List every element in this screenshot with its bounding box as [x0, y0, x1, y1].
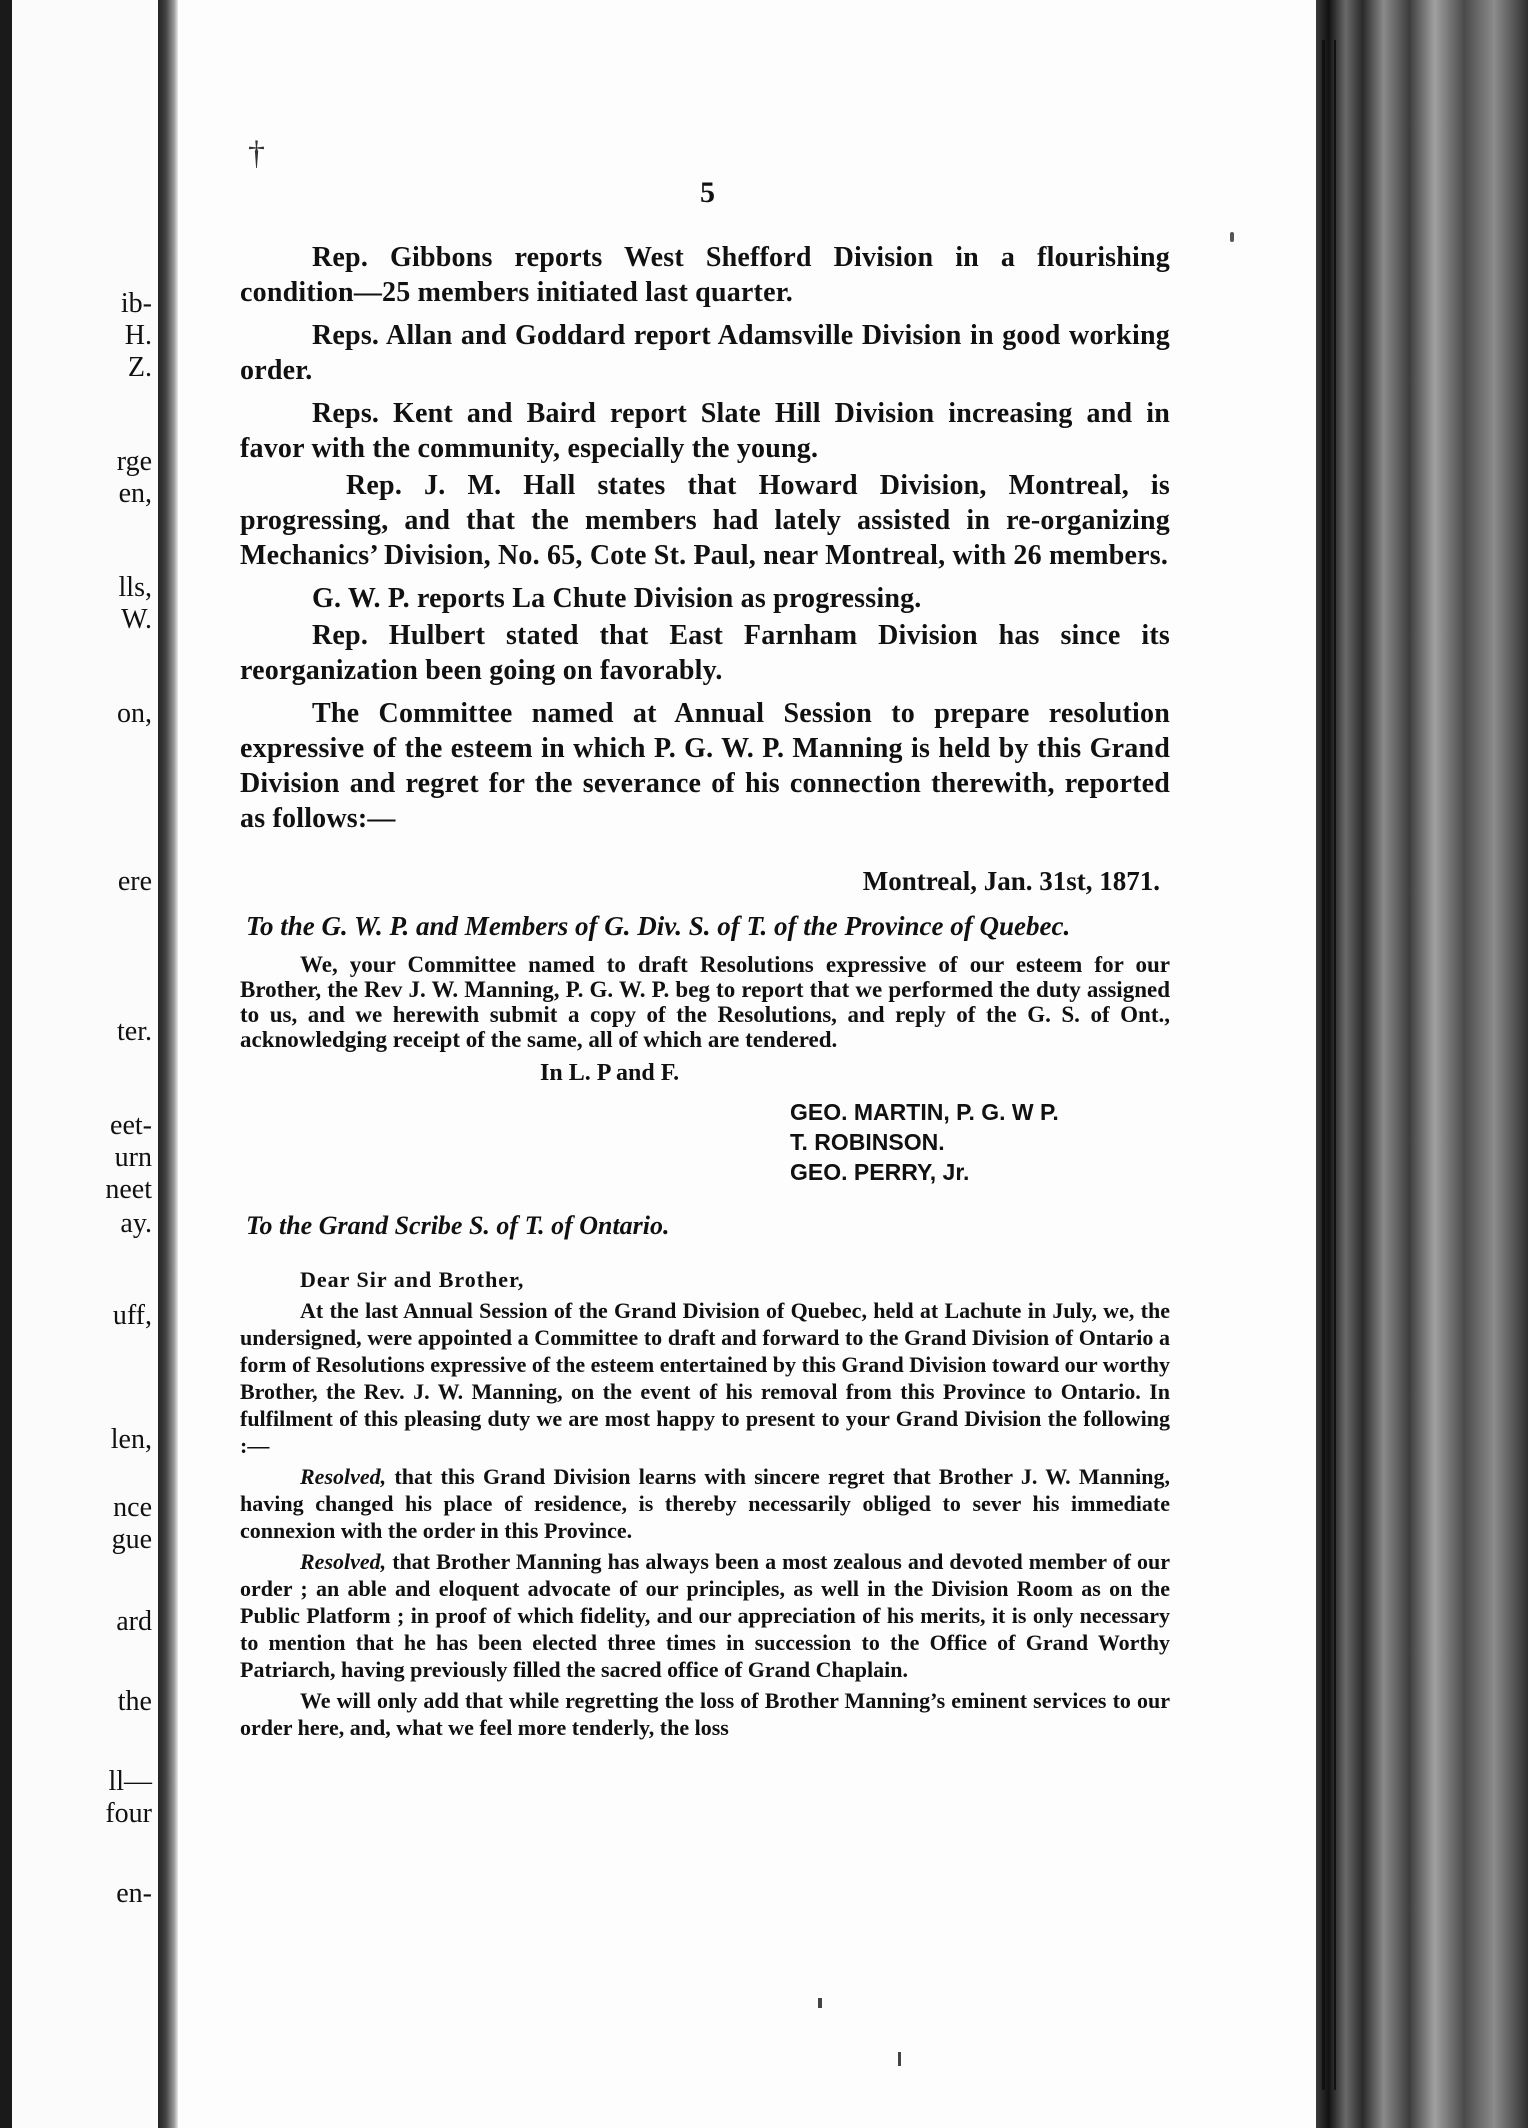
page-edge-line: [1322, 40, 1325, 2090]
facing-page: [12, 0, 158, 2128]
facing-page-fragment: gue: [111, 1524, 152, 1555]
page-number: 5: [700, 176, 715, 209]
resolution-text: that this Grand Division learns with sincere regret that Brother J. W. Manning, having changed his place of residence, is thereby necessarily obliged to sever his immediate connexion with the order in this Province.: [240, 1464, 1170, 1543]
facing-page-fragment: four: [105, 1798, 152, 1829]
facing-page-fragment: urn: [114, 1142, 152, 1173]
closing: In L. P and F.: [540, 1060, 680, 1086]
facing-page-fragment: nce: [113, 1492, 152, 1523]
facing-page-fragment: the: [117, 1686, 152, 1717]
resolution-text: that Brother Manning has always been a most zealous and devoted member of our order ; an able and eloquent advocate of our principles, as well in the Division Room as on the Public Platform ; in proof of which fidelity, and our appreciation of his merits, it is only necessary to mention that he has been elected three times in succession to the Office of Grand Worthy Patriarch, having previously filled the sacred office of Grand Chaplain.: [240, 1549, 1170, 1682]
facing-page-fragment: ib-: [120, 288, 152, 319]
signer: GEO. MARTIN, P. G. W P.: [790, 1099, 1059, 1125]
report-paragraph: G. W. P. reports La Chute Division as progressing.: [312, 583, 922, 614]
margin-mark: †: [248, 135, 265, 172]
report-paragraph: Rep. Gibbons reports West Shefford Division in a flourishing condition—25 members initiated last quarter.: [240, 242, 1170, 308]
facing-page-fragment: uff,: [112, 1300, 152, 1331]
letter-heading: To the Grand Scribe S. of T. of Ontario.: [246, 1211, 670, 1240]
facing-page-fragment: on,: [117, 698, 152, 729]
signer: GEO. PERRY, Jr.: [790, 1159, 970, 1185]
page-edge-right: [1316, 0, 1528, 2128]
facing-page-fragment: lls,: [118, 572, 152, 603]
report-paragraph: Rep. J. M. Hall states that Howard Division, Montreal, is progressing, and that the members had lately assisted in re-organizing Mechanics’ Division, No. 65, Cote St. Paul, near Montreal, with 26 members.: [240, 470, 1170, 571]
resolution: [240, 1548, 1170, 1683]
ink-speck: [898, 2052, 901, 2066]
facing-page-fragment: ay.: [120, 1208, 152, 1239]
page-edge-left: [0, 0, 12, 2128]
report-paragraph: Reps. Allan and Goddard report Adamsville Division in good working order.: [240, 320, 1170, 386]
facing-page-text: [24, 0, 152, 2128]
resolution-label: Resolved,: [300, 1464, 387, 1489]
dateline: Montreal, Jan. 31st, 1871.: [862, 866, 1160, 896]
facing-page-fragment: len,: [110, 1424, 152, 1455]
letter-paragraph: We will only add that while regretting the loss of Brother Manning’s eminent services to our order here, and, what we feel more tenderly, the loss: [240, 1688, 1170, 1740]
facing-page-fragment: en-: [116, 1878, 152, 1909]
facing-page-fragment: neet: [105, 1174, 152, 1205]
committee-report: We, your Committee named to draft Resolutions expressive of our esteem for our Brother, the Rev J. W. Manning, P. G. W. P. beg to report that we performed the duty assigned to us, and we herewith submit a copy of the Resolutions, and reply of the G. S. of Ont., acknowledging receipt of the same, all of which are tendered.: [240, 952, 1170, 1052]
facing-page-fragment: W.: [121, 604, 152, 635]
facing-page-fragment: eet-: [110, 1110, 152, 1141]
page-edge-line: [1334, 40, 1336, 2090]
facing-page-fragment: en,: [118, 478, 152, 509]
signers: [790, 1097, 1170, 1187]
book-gutter: [158, 0, 178, 2128]
letter-paragraph: At the last Annual Session of the Grand Division of Quebec, held at Lachute in July, we, the undersigned, were appointed a Committee to draft and forward to the Grand Division of Ontario a form of Resolutions expressive of the esteem entertained by this Grand Division toward our worthy Brother, the Rev. J. W. Manning, on the event of his removal from this Province to Ontario. In fulfilment of this pleasing duty we are most happy to present to your Grand Division the following :—: [240, 1298, 1170, 1458]
facing-page-fragment: H.: [124, 320, 152, 351]
facing-page-fragment: ard: [116, 1606, 152, 1637]
page-body: [240, 240, 1170, 1745]
facing-page-fragment: ter.: [117, 1016, 152, 1047]
salutation: Dear Sir and Brother,: [300, 1267, 525, 1292]
ink-speck: [1230, 232, 1234, 242]
facing-page-fragment: rge: [116, 446, 152, 477]
ink-speck: [818, 1998, 822, 2008]
facing-page-fragment: ll—: [108, 1766, 152, 1797]
resolution: [240, 1463, 1170, 1544]
report-paragraph: Rep. Hulbert stated that East Farnham Division has since its reorganization been going on favorably.: [240, 620, 1170, 686]
signer: T. ROBINSON.: [790, 1129, 945, 1155]
facing-page-fragment: Z.: [127, 352, 152, 383]
report-paragraph: Reps. Kent and Baird report Slate Hill Division increasing and in favor with the community, especially the young.: [240, 398, 1170, 464]
resolution-label: Resolved,: [300, 1549, 387, 1574]
report-heading: To the G. W. P. and Members of G. Div. S. of T. of the Province of Quebec.: [246, 911, 1071, 941]
facing-page-fragment: ere: [117, 866, 152, 897]
report-paragraph: The Committee named at Annual Session to prepare resolution expressive of the esteem in which P. G. W. P. Manning is held by this Grand Division and regret for the severance of his connection therewith, reported as follows:—: [240, 698, 1170, 834]
